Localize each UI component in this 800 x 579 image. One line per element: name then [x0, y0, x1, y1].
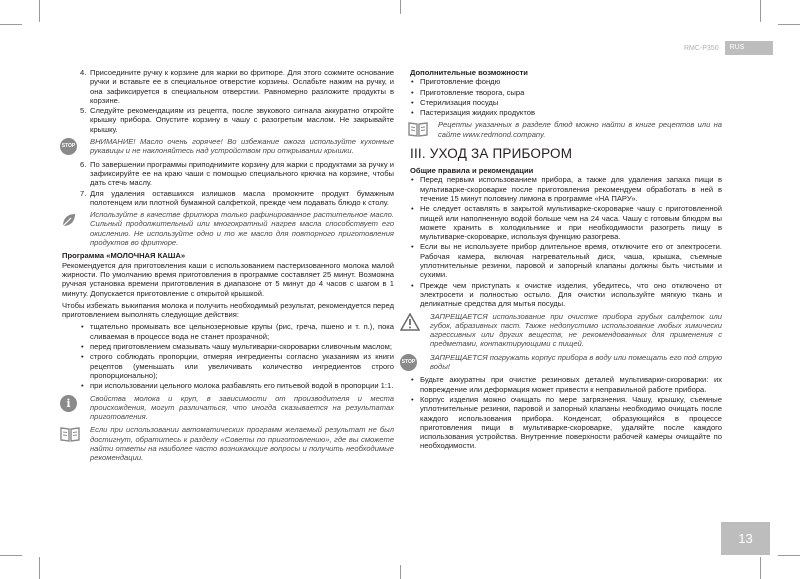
- list-item: • Если вы не используете прибор длительное время, отключите его от электросети. Рабочая камера, включая нагревательный диск, чаша, крышка, съемные уплотнительные резинки, паровой и запорный клапаны должны быть чистыми и сухими.: [410, 242, 722, 279]
- model-label: RMC-P350: [684, 44, 719, 52]
- note-text: Свойства молока и круп, в зависимости от производителя и места происхождения, могут различаться, что иногда сказывается на результатах приготовления.: [90, 393, 394, 422]
- crop-mark: [0, 24, 22, 25]
- stop-icon: STOP: [400, 354, 417, 371]
- section-title: III. УХОД ЗА ПРИБОРОМ: [410, 146, 573, 162]
- crop-mark: [0, 555, 22, 556]
- right-column: [401, 68, 722, 452]
- recipes-note: [410, 120, 722, 139]
- care-rules-list: [410, 375, 722, 450]
- step-number: 4.: [80, 68, 87, 77]
- step-item: [62, 189, 394, 208]
- list-item: • Стерилизация посуды: [410, 98, 722, 107]
- note-text: Используйте в качестве фритюра только рафинированное растительное масло. Сильный продолжительный или многократный нагрев масла способствует его окислению. Не используйте одно и то же масло для повторного приготовления продуктов во фритюре.: [90, 210, 394, 248]
- step-item: [62, 68, 394, 105]
- list-item: • Приготовление фондю: [410, 77, 722, 86]
- water-stop-warning: [401, 352, 722, 372]
- book-icon: [60, 426, 80, 442]
- care-rules-list: [410, 175, 722, 308]
- leaf-icon: [60, 211, 78, 229]
- extra-features-title: Дополнительные возможности: [410, 68, 528, 77]
- crop-mark: [760, 0, 761, 22]
- step-text: По завершении программы приподнимите корзину для жарки с продуктами за ручку и зафиксируйте ее на краю чаши с помощью специального крючка на корзине, чтобы дать стечь маслу.: [90, 159, 394, 188]
- info-icon: i: [60, 395, 77, 412]
- list-item: • Перед первым использованием прибора, а также для удаления запаха пищи в мультиварке-скороварке после приготовления рекомендуем обработать в ней в течение 15 минут половину лимона в программе «НА ПАРУ».: [410, 175, 722, 203]
- step-number: 7.: [80, 188, 87, 198]
- hot-oil-warning: [62, 137, 394, 156]
- milk-info-note: [62, 394, 394, 422]
- list-item: • Не следует оставлять в закрытой мультиварке-скороварке чашу с приготовленной пищей или наполненную водой больше чем на 24 часа. Чашу с готовым блюдом вы можете хранить в холодильнике и при необходимости разогреть пищу в мультиварке-скороварке, используя функцию разогрева.: [410, 204, 722, 241]
- note-text: ЗАПРЕЩАЕТСЯ использование при очистке прибора грубых салфеток или губок, абразивных паст. Также недопустимо использование любых химически агрессивных или других веществ, не рекомендованных для применения с предметами, контактирующими с пищей.: [430, 311, 722, 349]
- list-item: • при использовании цельного молока разбавлять его питьевой водой в пропорции 1:1.: [62, 381, 394, 390]
- milk-program-title: Программа «МОЛОЧНАЯ КАША»: [62, 251, 186, 261]
- step-text: Следуйте рекомендациям из рецепта, после звукового сигнала аккуратно откройте крышку прибора. Опустите корзину в чашу с разогретым маслом. Не закрывайте крышку.: [90, 106, 394, 134]
- steps-list: [62, 68, 394, 134]
- step-text: Для удаления оставшихся излишков масла промокните продукт бумажным полотенцем или плотной бумажной салфеткой, прежде чем подавать блюдо к столу.: [90, 188, 394, 207]
- page-number: 13: [721, 522, 770, 555]
- list-item: • перед приготовлением смазывать чашу мультиварки-скороварки сливочным маслом;: [62, 342, 394, 351]
- page-header: [684, 41, 773, 55]
- milk-paragraph: Чтобы избежать выкипания молока и получить необходимый результат, рекомендуется перед приготовлением выполнять следующие действия:: [62, 300, 394, 320]
- step-number: 5.: [80, 106, 87, 116]
- milk-paragraph: Рекомендуется для приготовления каши с использованием пастеризованного молока малой жирности. По умолчанию время приготовления в программе составляет 25 минут. Возможна ручная установка времени приготовления в диапазоне от 5 минут до 4 часов с шагом в 1 минуту. Допускается приготовление с открытой крышкой.: [62, 260, 394, 298]
- milk-bullets: [62, 322, 394, 390]
- crop-mark: [760, 557, 761, 579]
- note-text: ЗАПРЕЩАЕТСЯ погружать корпус прибора в воду или помещать его под струю воды!: [430, 352, 722, 372]
- left-column: [62, 68, 394, 467]
- crop-mark: [400, 565, 401, 579]
- note-text: Рецепты указанных в разделе блюд можно найти в книге рецептов или на сайте www.redmond.company.: [438, 120, 722, 139]
- oil-tip: [62, 210, 394, 247]
- steps-list: [62, 160, 394, 207]
- step-item: [62, 160, 394, 188]
- crop-mark: [400, 0, 401, 14]
- language-tab: RUS: [725, 41, 773, 55]
- list-item: • Прежде чем приступать к очистке изделия, убедитесь, что оно отключено от электросети и полностью остыло. Для очистки используйте мягкую ткань и деликатные средства для мытья посуды.: [410, 281, 722, 309]
- crop-mark: [39, 557, 40, 579]
- list-item: • тщательно промывать все цельнозерновые крупы (рис, греча, пшено и т. п.), пока сливаемая в процессе вода не станет прозрачной;: [62, 322, 394, 341]
- crop-mark: [778, 555, 800, 556]
- stop-icon: STOP: [60, 138, 77, 155]
- list-item: • Пастеризация жидких продуктов: [410, 108, 722, 117]
- list-item: • Корпус изделия можно очищать по мере загрязнения. Чашу, крышку, съемные уплотнительные резинки, паровой и запорный клапаны необходимо очищать после каждого использования прибора. Конденсат, образующийся в процессе приготовления пищи в мультиварке-скороварке, удаляйте после каждого использования устройства. Внутренние поверхности рабочей камеры очищайте по необходимости.: [410, 395, 722, 451]
- crop-mark: [778, 24, 800, 25]
- note-text: ВНИМАНИЕ! Масло очень горячее! Во избежание ожога используйте кухонные рукавицы и не наклоняйтесь над устройством при открывании крышки.: [90, 137, 394, 156]
- auto-programs-note: [62, 425, 394, 462]
- note-text: Если при использовании автоматических программ желаемый результат не был достигнут, обратитесь к разделу «Советы по приготовлению», где вы сможете найти ответы на наиболее часто возникающие вопросы и получить необходимые рекомендации.: [90, 425, 394, 463]
- rules-title: Общие правила и рекомендации: [410, 166, 534, 176]
- list-item: • строго соблюдать пропорции, отмеряя ингредиенты согласно указаниям из книги рецептов (уменьшать или увеличивать количество ингредиентов строго пропорционально);: [62, 352, 394, 380]
- abrasive-warning: [410, 312, 722, 349]
- crop-mark: [39, 0, 40, 22]
- list-item: • Будьте аккуратны при очистке резиновых деталей мультиварки-скороварки: их повреждение или деформация может привести к неправильной работе прибора.: [410, 375, 722, 394]
- step-number: 6.: [80, 159, 87, 169]
- book-icon: [408, 121, 428, 137]
- step-item: [62, 106, 394, 134]
- step-text: Присоедините ручку к корзине для жарки во фритюре. Для этого сожмите основание ручки и вставьте ее в специальное отверстие корзины. Ослабьте нажим на ручку, и она зафиксируется в специальном отверстии. Равномерно разложите продукты в корзине.: [90, 68, 394, 105]
- list-item: • Приготовление творога, сыра: [410, 88, 722, 97]
- extra-features-list: [410, 77, 722, 117]
- warning-icon: [400, 313, 420, 331]
